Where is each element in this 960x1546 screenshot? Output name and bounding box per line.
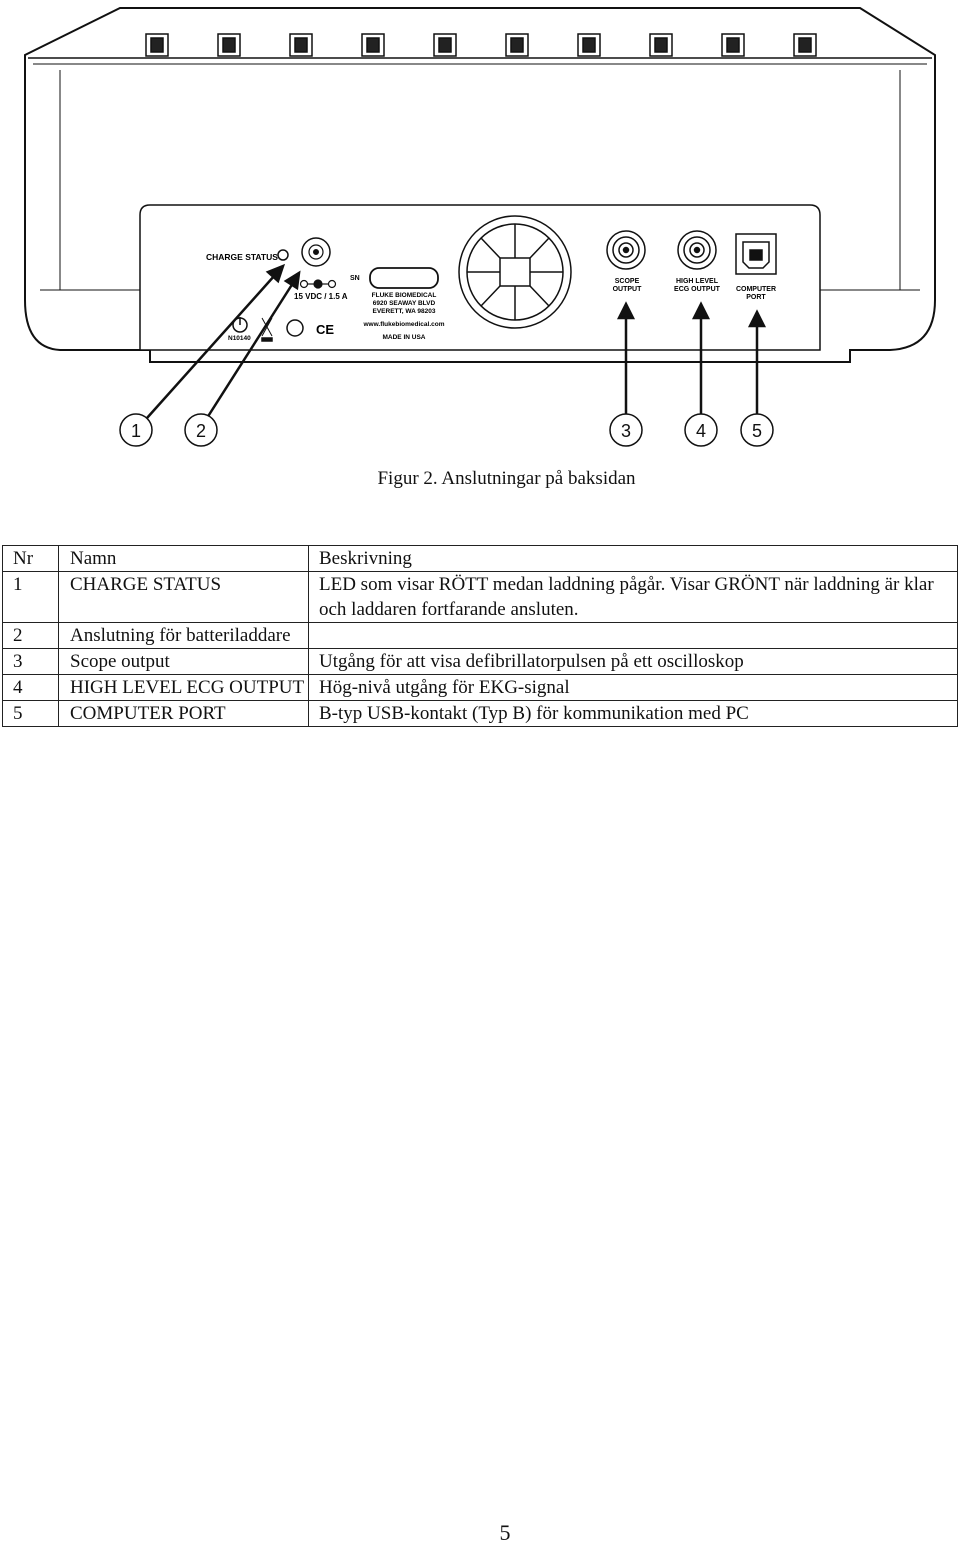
callout-numbers bbox=[120, 414, 773, 446]
scope-output-label bbox=[613, 278, 643, 293]
cell-name: Anslutning för batteriladdare bbox=[59, 623, 309, 649]
svg-text:www.flukebiomedical.com: www.flukebiomedical.com bbox=[363, 321, 445, 328]
connections-table bbox=[2, 545, 958, 727]
figure-caption: Figur 2. Anslutningar på baksidan bbox=[377, 468, 636, 489]
table-row bbox=[3, 675, 958, 701]
voltage-label: 15 VDC / 1.5 A bbox=[294, 292, 348, 301]
svg-text:HIGH LEVEL: HIGH LEVEL bbox=[675, 278, 719, 285]
callout-1: 1 bbox=[130, 421, 142, 441]
callout-2: 2 bbox=[195, 421, 207, 441]
svg-text:COMPUTER: COMPUTER bbox=[735, 286, 777, 293]
svg-text:ECG OUTPUT: ECG OUTPUT bbox=[674, 286, 720, 293]
cell-nr: 2 bbox=[3, 623, 59, 649]
table-row bbox=[3, 623, 958, 649]
cell-nr: 5 bbox=[3, 701, 59, 727]
table-header-row bbox=[3, 546, 958, 572]
cell-name: Scope output bbox=[59, 649, 309, 675]
callout-4: 4 bbox=[695, 421, 707, 441]
table-row bbox=[3, 649, 958, 675]
charge-status-label: CHARGE STATUS bbox=[206, 252, 278, 262]
ecg-output-label bbox=[674, 278, 721, 293]
table-row bbox=[3, 572, 958, 623]
rear-panel-figure bbox=[0, 0, 960, 460]
svg-text:FLUKE BIOMEDICAL: FLUKE BIOMEDICAL bbox=[371, 292, 437, 299]
cell-name: COMPUTER PORT bbox=[59, 701, 309, 727]
svg-text:MADE IN USA: MADE IN USA bbox=[382, 334, 426, 341]
cell-nr: 1 bbox=[3, 572, 59, 623]
cell-description: Utgång för att visa defibrillatorpulsen på ett oscilloskop bbox=[309, 649, 958, 675]
cell-description: Hög-nivå utgång för EKG-signal bbox=[309, 675, 958, 701]
charge-led-icon bbox=[278, 250, 288, 260]
callout-3: 3 bbox=[620, 421, 632, 441]
callout-5: 5 bbox=[751, 421, 763, 441]
cell-description: B-typ USB-kontakt (Typ B) för kommunikation med PC bbox=[309, 701, 958, 727]
ce-mark: CE bbox=[316, 322, 335, 337]
scope-output-connector-icon bbox=[607, 231, 645, 269]
fan-icon bbox=[459, 216, 571, 328]
ecg-output-connector-icon bbox=[678, 231, 716, 269]
cert-code: N10140 bbox=[228, 335, 251, 342]
header-description: Beskrivning bbox=[309, 546, 958, 572]
usb-port-icon bbox=[736, 234, 776, 274]
svg-text:PORT: PORT bbox=[746, 294, 766, 301]
cell-nr: 3 bbox=[3, 649, 59, 675]
page-number: 5 bbox=[499, 1520, 511, 1545]
table-row bbox=[3, 701, 958, 727]
svg-text:6920 SEAWAY BLVD: 6920 SEAWAY BLVD bbox=[372, 300, 436, 307]
header-nr: Nr bbox=[3, 546, 59, 572]
cell-description: LED som visar RÖTT medan laddning pågår. Visar GRÖNT när laddning är klar och laddaren fortfarande ansluten. bbox=[309, 572, 958, 623]
svg-text:OUTPUT: OUTPUT bbox=[612, 286, 642, 293]
cell-nr: 4 bbox=[3, 675, 59, 701]
power-jack-icon bbox=[302, 238, 330, 266]
cell-name: HIGH LEVEL ECG OUTPUT bbox=[59, 675, 309, 701]
svg-text:EVERETT, WA 98203: EVERETT, WA 98203 bbox=[372, 308, 436, 315]
header-name: Namn bbox=[59, 546, 309, 572]
serial-number-plate bbox=[370, 268, 438, 288]
cell-name: CHARGE STATUS bbox=[59, 572, 309, 623]
sn-label: SN bbox=[350, 275, 360, 282]
svg-text:SCOPE: SCOPE bbox=[614, 278, 640, 285]
cell-description bbox=[309, 623, 958, 649]
